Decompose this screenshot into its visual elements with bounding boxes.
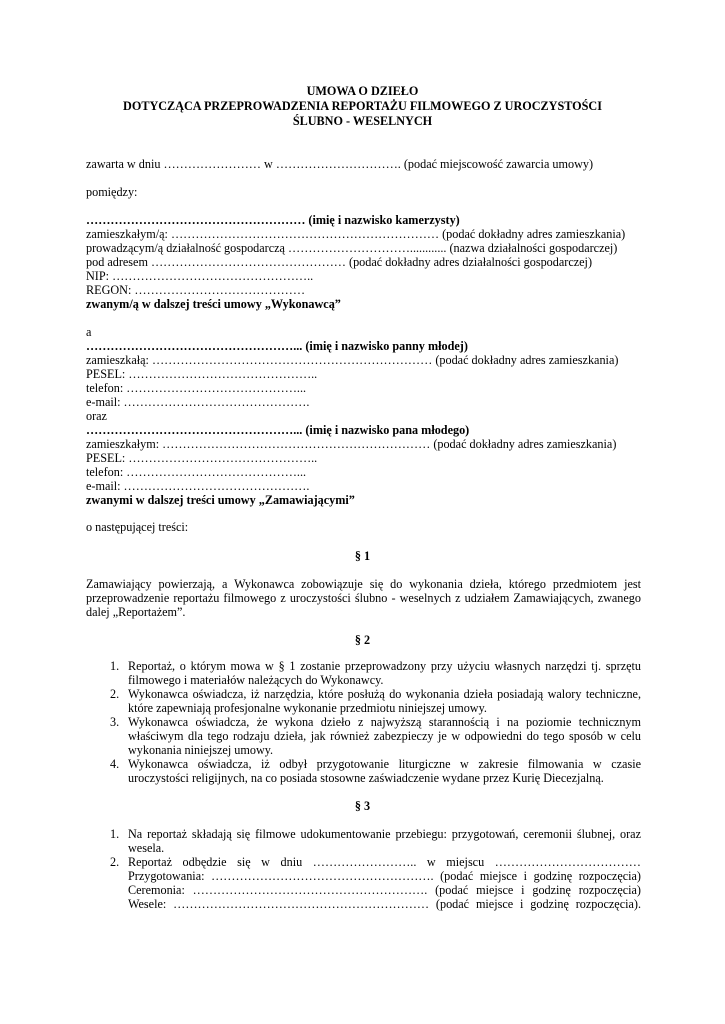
section-2-item-2-line-1: Wykonawca oświadcza, iż narzędzia, które posłużą do wykonania dzieła posiadają walory techniczne, <box>128 687 641 701</box>
and-word: a <box>86 325 92 339</box>
bride-phone: telefon: ……………………………………... <box>86 381 307 395</box>
groom-pesel: PESEL: ……………………………………….. <box>86 451 318 465</box>
section-1-line-1: Zamawiający powierzają, a Wykonawca zobowiązuje się do wykonania dzieła, którego przedmiotem jest <box>86 577 641 591</box>
section-2-item-4-line-2: uroczystości religijnych, na co posiada stosowne zaświadczenie wydane przez Kurię Diecezjalną. <box>128 771 604 785</box>
bride-residence: zamieszkałą: …………………………………………………………… (podać dokładny adres zamieszkania) <box>86 353 619 367</box>
bride-email: e-mail: ………………………………………. <box>86 395 310 409</box>
section-3-reception-line: Wesele: ……………………………………………………… (podać miejsce i godzinę rozpoczęcia). <box>128 897 641 911</box>
or-word: oraz <box>86 409 107 423</box>
groom-residence: zamieszkałym: ………………………………………………………… (podać dokładny adres zamieszkania) <box>86 437 617 451</box>
bride-name: ……………………………………………... (imię i nazwisko panny młodej) <box>86 339 468 353</box>
title-line-1: UMOWA O DZIEŁO <box>306 84 419 98</box>
section-3-preparations-line: Przygotowania: ………………………………………………. (podać miejsce i godzinę rozpoczęcia) <box>128 869 641 883</box>
section-3-ceremony-line: Ceremonia: …………………………………………………. (podać miejsce i godzinę rozpoczęcia) <box>128 883 641 897</box>
section-2-item-2-line-2: które zapewniają profesjonalne wykonanie przedmiotu niniejszej umowy. <box>128 701 487 715</box>
section-3-item-1-line-2: wesela. <box>128 841 165 855</box>
following-label: o następującej treści: <box>86 520 189 534</box>
contractor-address: pod adresem ………………………………………… (podać dokładny adres działalności gospodarczej) <box>86 255 593 269</box>
section-1-heading: § 1 <box>354 549 371 563</box>
groom-name: ……………………………………………... (imię i nazwisko pana młodego) <box>86 423 470 437</box>
groom-email: e-mail: ………………………………………. <box>86 479 310 493</box>
section-2-item-3-line-2: właściwym dla tego rodzaju dzieła, jak również zabezpieczy je w odpowiedni do tego sposób w celu <box>128 729 641 743</box>
section-3-item-2-line-1: Reportaż odbędzie się w dniu …………………….. w miejscu ……………………………… <box>128 855 641 869</box>
contractor-nip: NIP: ………………………………………….. <box>86 269 314 283</box>
title-line-2: DOTYCZĄCA PRZEPROWADZENIA REPORTAŻU FILMOWEGO Z UROCZYSTOŚCI <box>123 99 602 113</box>
bride-pesel: PESEL: ……………………………………….. <box>86 367 318 381</box>
section-1-line-2: przeprowadzenie reportażu filmowego z uroczystości ślubno - weselnych z udziałem Zamawiających, zwanego <box>86 591 641 605</box>
section-2-item-4-line-1: Wykonawca oświadcza, iż odbył przygotowanie liturgiczne w zakresie filmowania w czasie <box>128 757 641 771</box>
contractor-referred: zwanym/ą w dalszej treści umowy „Wykonawcą” <box>86 297 341 311</box>
section-2-item-3-line-3: wykonania niniejszej umowy. <box>128 743 274 757</box>
section-3-item-1-number: 1. <box>110 827 120 841</box>
section-2-item-3-line-1: Wykonawca oświadcza, że wykona dzieło z najwyższą starannością i na poziomie technicznym <box>128 715 641 729</box>
section-1-line-3: dalej „Reportażem”. <box>86 605 186 619</box>
section-2-item-3-number: 3. <box>110 715 120 729</box>
section-3-heading: § 3 <box>354 799 371 813</box>
title-line-3: ŚLUBNO - WESELNYCH <box>292 114 433 128</box>
section-2-item-2-number: 2. <box>110 687 120 701</box>
clients-referred: zwanymi w dalszej treści umowy „Zamawiającymi” <box>86 493 355 507</box>
between-label: pomiędzy: <box>86 185 138 199</box>
contractor-name: ……………………………………………… (imię i nazwisko kamerzysty) <box>86 213 460 227</box>
section-2-item-1-line-1: Reportaż, o którym mowa w § 1 zostanie przeprowadzony przy użyciu własnych narzędzi tj. sprzętu <box>128 659 641 673</box>
groom-phone: telefon: ……………………………………... <box>86 465 307 479</box>
concluded-line: zawarta w dniu …………………… w …………………………. (podać miejscowość zawarcia umowy) <box>86 157 594 171</box>
section-2-item-1-line-2: filmowego i materiałów należących do Wykonawcy. <box>128 673 384 687</box>
section-2-item-1-number: 1. <box>110 659 120 673</box>
contractor-business: prowadzącym/ą działalność gospodarczą …………………………............ (nazwa działalności gospodarczej) <box>86 241 618 255</box>
section-3-item-1-line-1: Na reportaż składają się filmowe udokumentowanie przebiegu: przygotowań, ceremonii ślubnej, oraz <box>128 827 641 841</box>
contractor-residence: zamieszkałym/ą: ………………………………………………………… (podać dokładny adres zamieszkania) <box>86 227 626 241</box>
section-2-item-4-number: 4. <box>110 757 120 771</box>
section-2-heading: § 2 <box>354 633 371 647</box>
contractor-regon: REGON: …………………………………… <box>86 283 306 297</box>
section-3-item-2-number: 2. <box>110 855 120 869</box>
